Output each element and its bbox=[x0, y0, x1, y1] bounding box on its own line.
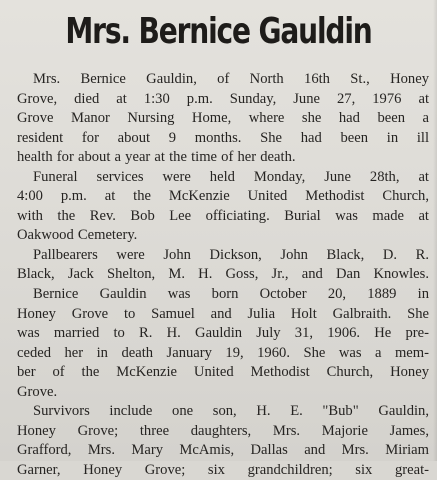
text-line: Funeral services were held Monday, June 28th, at bbox=[33, 168, 429, 185]
obituary-body bbox=[17, 70, 429, 480]
text-line: Grove, died at 1:30 p.m. Sunday, June 27, 1976 at bbox=[17, 90, 429, 107]
text-line: Honey Grove; three daughters, Mrs. Majorie James, bbox=[17, 422, 429, 439]
text-line: Black, Jack Shelton, M. H. Goss, Jr., and Dan Knowles. bbox=[17, 266, 429, 283]
text-line: 4:00 p.m. at the McKenzie United Methodist Church, bbox=[17, 188, 429, 205]
text-line: Garner, Honey Grove; six grandchildren; six great- bbox=[17, 461, 429, 478]
text-line: Honey Grove to Samuel and Julia Holt Galbraith. She bbox=[17, 305, 429, 322]
text-line: Survivors include one son, H. E. "Bub" Gauldin, bbox=[33, 403, 429, 420]
text-line: resident for about 9 months. She had been in ill bbox=[17, 129, 429, 146]
obituary-headline: Mrs. Bernice Gauldin bbox=[65, 11, 372, 52]
text-line: health for about a year at the time of her death. bbox=[17, 149, 296, 166]
text-line: Pallbearers were John Dickson, John Black, D. R. bbox=[33, 246, 429, 263]
text-line: Mrs. Bernice Gauldin, of North 16th St., Honey bbox=[33, 71, 429, 87]
text-line: Grove. bbox=[17, 383, 58, 400]
text-line: ceded her in death January 19, 1960. She was a mem- bbox=[17, 344, 429, 361]
text-line: ber of the McKenzie United Methodist Church, Honey bbox=[17, 364, 429, 381]
paper-edge-shadow bbox=[433, 0, 437, 461]
text-line: Grafford, Mrs. Mary McAmis, Dallas and Mrs. Miriam bbox=[17, 442, 429, 459]
text-line: Oakwood Cemetery. bbox=[17, 227, 138, 244]
text-line: with the Rev. Bob Lee officiating. Burial was made at bbox=[17, 207, 429, 224]
text-line: was married to R. H. Gauldin July 31, 1906. He pre- bbox=[17, 325, 429, 342]
text-line: Bernice Gauldin was born October 20, 1889 in bbox=[33, 286, 429, 303]
text-line: Grove Manor Nursing Home, where she had been a bbox=[17, 110, 429, 127]
